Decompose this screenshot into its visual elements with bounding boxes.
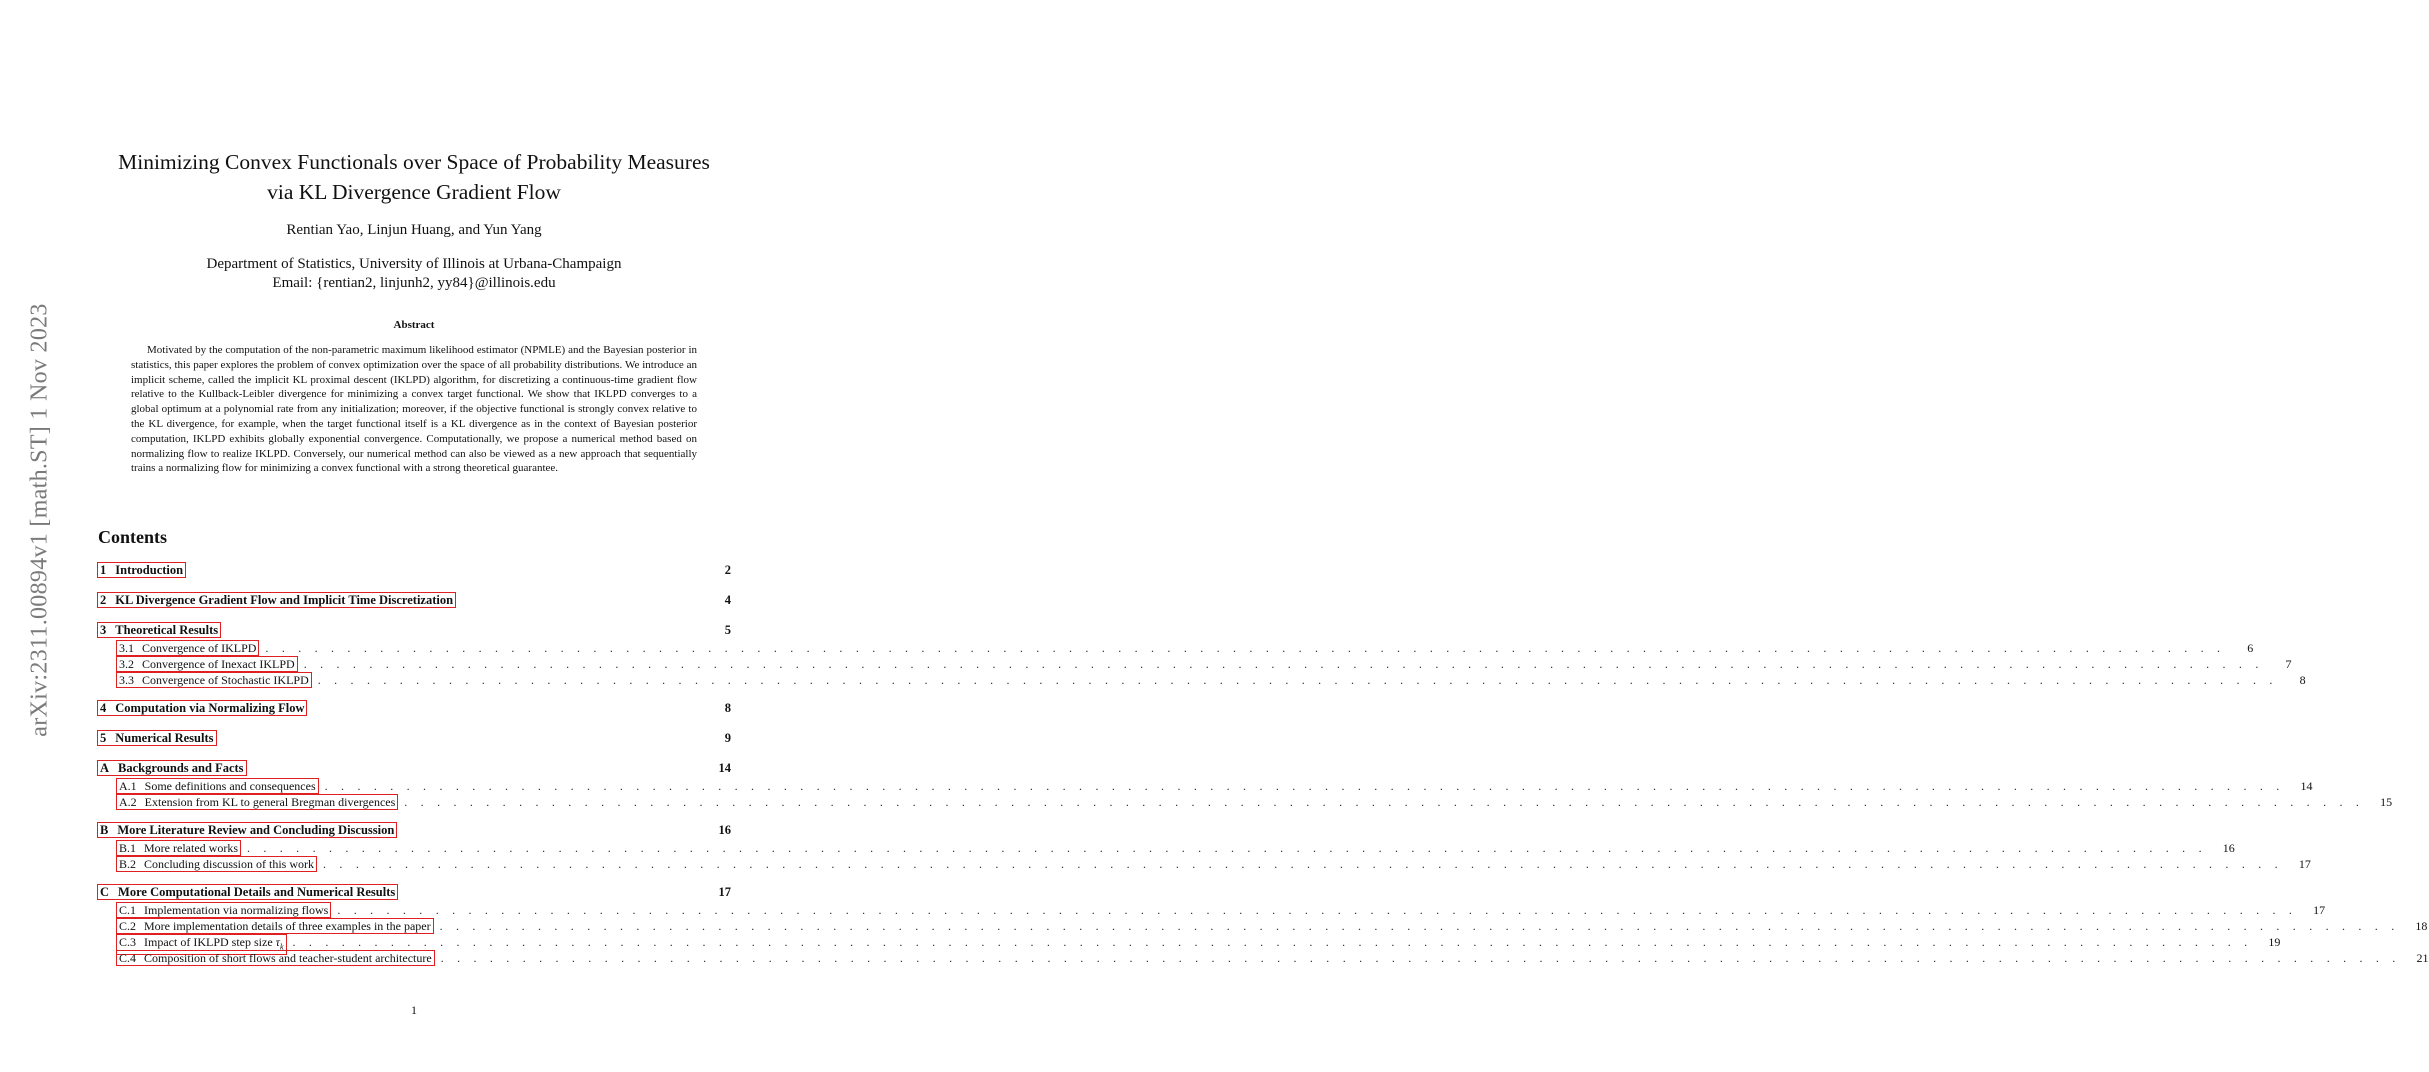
table-of-contents [97,562,2429,978]
abstract-text: Motivated by the computation of the non-parametric maximum likelihood estimator (NPMLE) and the Bayesian posterior in statistics, this paper explores the problem of convex optimization over the space of all probability distributions. We introduce an implicit scheme, called the implicit KL proximal descent (IKLPD) algorithm, for discretizing a continuous-time gradient flow relative to the Kullback-Leibler divergence for minimizing a convex target functional. We show that IKLPD converges to a global optimum at a polynomial rate from any initialization; moreover, if the objective functional is strongly convex relative to the KL divergence, for example, when the target functional itself is a KL divergence as in the context of Bayesian posterior computation, IKLPD exhibits globally exponential convergence. Computationally, we propose a numerical method based on normalizing flow to realize IKLPD. Conversely, our numerical method can also be viewed as a new approach that sequentially trains a normalizing flow for minimizing a convex functional with a strong theoretical guarantee. [131,344,697,475]
toc-subsection-number: C.3 [119,935,137,949]
toc-subsection-link[interactable] [116,778,319,794]
toc-section-title: KL Divergence Gradient Flow and Implicit Time Discretization [115,593,454,607]
toc-section-link[interactable] [97,822,397,838]
toc-page-number: 8 [2299,673,2306,687]
toc-subsection-link[interactable] [116,672,312,688]
toc-entry-section [97,760,731,778]
toc-dot-leader: . . . . . . . . . . . . . . . . . . . . . . . . . . . . . . . . . . . . . . . . . . . . . . . . . . . . . . . . . . . . . . . . . . . . . . . . . . . . . . . . . . . . . . . . . . . . . . . . . . . . . . . . . . . . . . . . . . . . . . . . [265,641,2226,655]
toc-subsection-number: 3.2 [119,657,134,671]
toc-dot-leader: . . . . . . . . . . . . . . . . . . . . . . . . . . . . . . . . . . . . . . . . . . . . . . . . . . . . . . . . . . . . . . . . . . . . . . . . . . . . . . . . . . . . . . . . . . . . . . . . . . . . . . . . . . . . . . . . . . . . . . . . [440,951,2401,965]
toc-entry-section [97,622,731,640]
toc-subsection-title: Impact of IKLPD step size $\tau_k$ [144,935,284,952]
contents-heading: Contents [98,527,168,547]
toc-page-number: 15 [2380,795,2393,809]
toc-subsection-title: Some definitions and consequences [144,779,316,793]
toc-page-number: 16 [718,823,731,837]
toc-section-link[interactable] [97,760,247,776]
toc-entry-subsection [97,950,2429,966]
toc-section-title: Computation via Normalizing Flow [115,701,305,715]
toc-dot-leader: . . . . . . . . . . . . . . . . . . . . . . . . . . . . . . . . . . . . . . . . . . . . . . . . . . . . . . . . . . . . . . . . . . . . . . . . . . . . . . . . . . . . . . . . . . . . . . . . . . . . . . . . . . . . . . . . . . . . . . . . [324,779,2285,793]
toc-subsection-title: More related works [144,841,238,855]
toc-subsection-number: 3.3 [119,673,134,687]
toc-dot-leader: . . . . . . . . . . . . . . . . . . . . . . . . . . . . . . . . . . . . . . . . . . . . . . . . . . . . . . . . . . . . . . . . . . . . . . . . . . . . . . . . . . . . . . . . . . . . . . . . . . . . . . . . . . . . . . . . . . . . . . . . [323,857,2283,871]
toc-section-number: 1 [100,563,107,577]
toc-page-number: 9 [724,731,731,745]
toc-page-number: 19 [2268,935,2281,949]
toc-subsection-title: More implementation details of three examples in the paper [144,919,431,933]
toc-dot-leader: . . . . . . . . . . . . . . . . . . . . . . . . . . . . . . . . . . . . . . . . . . . . . . . . . . . . . . . . . . . . . . . . . . . . . . . . . . . . . . . . . . . . . . . . . . . . . . . . . . . . . . . . . . . . . . . . . . . . . . . . [292,935,2253,949]
toc-section-title: Numerical Results [115,731,214,745]
page-number: 1 [411,1003,417,1017]
toc-dot-leader: . . . . . . . . . . . . . . . . . . . . . . . . . . . . . . . . . . . . . . . . . . . . . . . . . . . . . . . . . . . . . . . . . . . . . . . . . . . . . . . . . . . . . . . . . . . . . . . . . . . . . . . . . . . . . . . . . . . . . . . . [337,903,2298,917]
toc-section-link[interactable] [97,562,186,578]
toc-subsection-number: A.1 [119,779,137,793]
toc-section [97,562,731,580]
toc-section-title: Backgrounds and Facts [118,761,244,775]
toc-subsection-link[interactable] [116,918,434,934]
toc-entry-section [97,592,731,610]
toc-page-number: 7 [2285,657,2292,671]
toc-subsection-link[interactable] [116,640,259,656]
toc-section-number: 5 [100,731,107,745]
arxiv-identifier: arXiv:2311.00894v1 [math.ST] 1 Nov 2023 [26,303,53,737]
toc-entry-subsection [97,672,2306,688]
toc-entry-section [97,700,731,718]
abstract-heading: Abstract [393,319,435,331]
toc-entry-subsection [97,934,2281,952]
toc-subsection-title: Convergence of IKLPD [142,641,257,655]
toc-subsection-link[interactable] [116,856,317,872]
toc-section-number: B [100,823,109,837]
toc-subsection-title: Composition of short flows and teacher-student architecture [144,951,432,965]
toc-page-number: 4 [724,593,731,607]
toc-section [97,622,2306,688]
toc-dot-leader: . . . . . . . . . . . . . . . . . . . . . . . . . . . . . . . . . . . . . . . . . . . . . . . . . . . . . . . . . . . . . . . . . . . . . . . . . . . . . . . . . . . . . . . . . . . . . . . . . . . . . . . . . . . . . . . . . . . . . . . . [246,841,2207,855]
toc-page-number: 17 [2298,857,2311,871]
toc-section-link[interactable] [97,884,398,900]
toc-dot-leader: . . . . . . . . . . . . . . . . . . . . . . . . . . . . . . . . . . . . . . . . . . . . . . . . . . . . . . . . . . . . . . . . . . . . . . . . . . . . . . . . . . . . . . . . . . . . . . . . . . . . . . . . . . . . . . . . . . . . . . . . [439,919,2400,933]
toc-section-link[interactable] [97,730,217,746]
toc-page-number: 17 [718,885,731,899]
toc-section [97,822,2311,872]
toc-subsection-number: 3.1 [119,641,134,655]
toc-section-link[interactable] [97,592,456,608]
toc-subsection-title: Convergence of Inexact IKLPD [142,657,295,671]
toc-section-number: 2 [100,593,107,607]
toc-entry-subsection [97,794,2393,810]
toc-section-title: Theoretical Results [115,623,219,637]
toc-section-link[interactable] [97,700,307,716]
toc-entry-subsection [97,840,2235,856]
toc-page-number: 14 [2300,779,2313,793]
toc-page-number: 14 [718,761,731,775]
toc-subsection-title: Concluding discussion of this work [144,857,315,871]
toc-entry-section [97,562,731,580]
toc-dot-leader: . . . . . . . . . . . . . . . . . . . . . . . . . . . . . . . . . . . . . . . . . . . . . . . . . . . . . . . . . . . . . . . . . . . . . . . . . . . . . . . . . . . . . . . . . . . . . . . . . . . . . . . . . . . . . . . . . . . . . . . . [317,673,2278,687]
toc-entry-subsection [97,856,2311,872]
toc-page-number: 18 [2415,919,2428,933]
toc-entry-subsection [97,902,2326,918]
affiliation-email: Email: {rentian2, linjunh2, yy84}@illinois.edu [272,275,556,291]
toc-section [97,730,731,748]
toc-page-number: 5 [724,623,731,637]
toc-section-number: 3 [100,623,107,637]
toc-subsection-title: Implementation via normalizing flows [144,903,329,917]
toc-section-link[interactable] [97,622,221,638]
toc-entry-section [97,730,731,748]
toc-subsection-number: B.1 [119,841,137,855]
toc-section [97,592,731,610]
toc-section-number: C [100,885,110,899]
toc-subsection-number: A.2 [119,795,137,809]
toc-page-number: 17 [2313,903,2326,917]
toc-page-number: 16 [2222,841,2235,855]
toc-entry-subsection [97,778,2313,794]
toc-subsection-link[interactable] [116,656,298,672]
title-line-2: via KL Divergence Gradient Flow [267,180,561,204]
toc-section [97,884,2429,966]
math-subscript: k [279,942,284,952]
toc-subsection-link[interactable] [116,902,331,918]
author-list: Rentian Yao, Linjun Huang, and Yun Yang [286,222,542,238]
toc-entry-section [97,884,731,902]
toc-dot-leader: . . . . . . . . . . . . . . . . . . . . . . . . . . . . . . . . . . . . . . . . . . . . . . . . . . . . . . . . . . . . . . . . . . . . . . . . . . . . . . . . . . . . . . . . . . . . . . . . . . . . . . . . . . . . . . . . . . . . . . . . [404,795,2365,809]
toc-section [97,700,731,718]
affiliation-department: Department of Statistics, University of Illinois at Urbana-Champaign [206,256,622,272]
toc-subsection-link[interactable] [116,794,398,810]
toc-entry-subsection [97,656,2292,672]
toc-subsection-title: Convergence of Stochastic IKLPD [142,673,309,687]
toc-page-number: 6 [2247,641,2254,655]
toc-subsection-link[interactable] [116,840,241,856]
toc-section [97,760,2393,810]
toc-section-title: More Literature Review and Concluding Discussion [117,823,395,837]
paper-title [88,147,740,207]
toc-section-title: Introduction [115,563,184,577]
title-line-1: Minimizing Convex Functionals over Space of Probability Measures [118,150,710,174]
toc-subsection-link[interactable] [116,950,435,966]
toc-page-number: 21 [2416,951,2429,965]
toc-page-number: 8 [724,701,731,715]
toc-subsection-number: C.4 [119,951,137,965]
math-symbol: $\tau_k$ [275,935,284,952]
toc-entry-section [97,822,731,840]
toc-section-number: A [100,761,110,775]
affiliation [88,255,740,293]
toc-section-number: 4 [100,701,107,715]
toc-subsection-number: C.1 [119,903,137,917]
toc-subsection-number: C.2 [119,919,137,933]
toc-subsection-title: Extension from KL to general Bregman divergences [144,795,396,809]
toc-entry-subsection [97,640,2254,656]
toc-subsection-number: B.2 [119,857,137,871]
toc-section-title: More Computational Details and Numerical Results [118,885,396,899]
toc-page-number: 2 [724,563,731,577]
toc-dot-leader: . . . . . . . . . . . . . . . . . . . . . . . . . . . . . . . . . . . . . . . . . . . . . . . . . . . . . . . . . . . . . . . . . . . . . . . . . . . . . . . . . . . . . . . . . . . . . . . . . . . . . . . . . . . . . . . . . . . . . . . . [303,657,2264,671]
toc-entry-subsection [97,918,2428,934]
